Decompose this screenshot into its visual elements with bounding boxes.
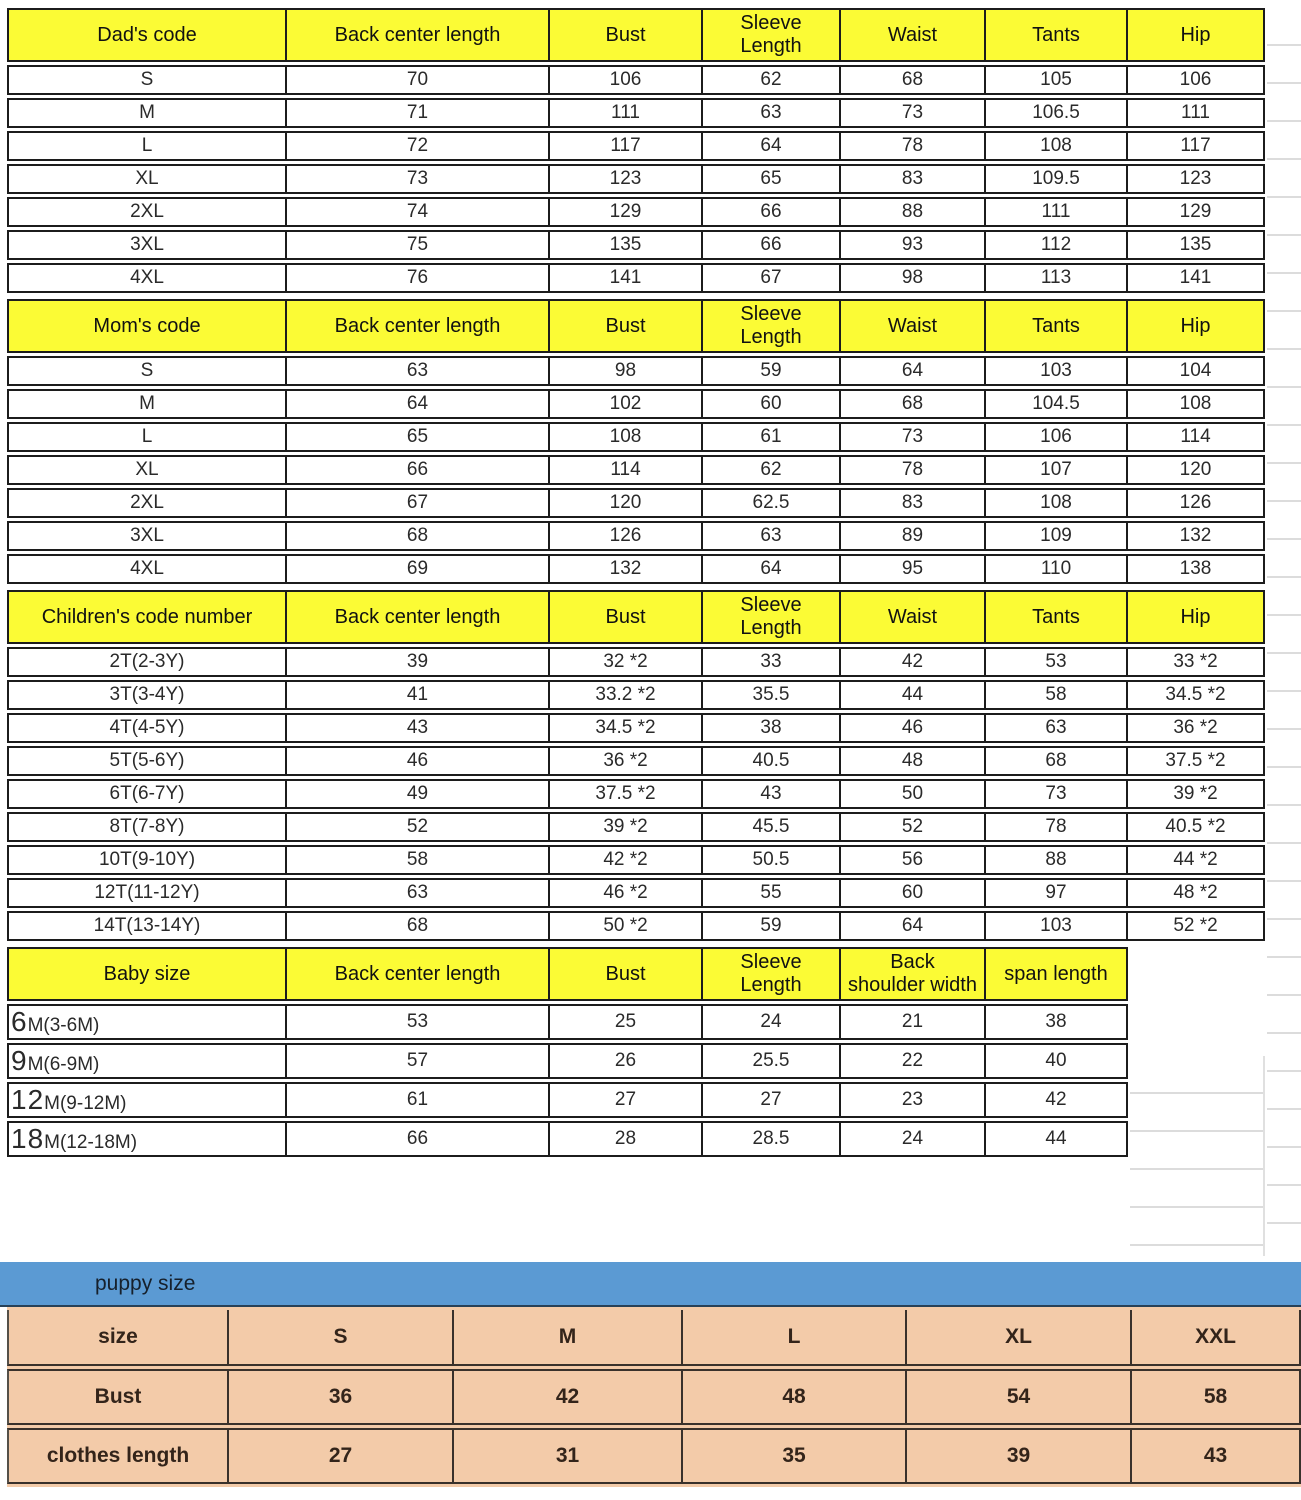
cell: 48 *2 [1128,878,1265,908]
cell: S [229,1310,454,1366]
column-header: Hip [1128,299,1265,353]
cell: 103 [986,356,1128,386]
table-row [7,680,1265,710]
cell: 105 [986,65,1128,95]
baby-size-table [7,944,1128,1160]
cell: 74 [287,197,550,227]
cell: 120 [550,488,703,518]
cell: 61 [287,1082,550,1118]
cell: M [454,1310,683,1366]
cell: 56 [841,845,986,875]
puppy-size-title: puppy size [95,1271,196,1295]
header-row [7,590,1265,644]
cell: 123 [550,164,703,194]
cell: 27 [229,1428,454,1484]
cell: M [7,98,287,128]
cell: 68 [841,65,986,95]
cell: 35.5 [703,680,841,710]
cell: 83 [841,488,986,518]
cell: 132 [550,554,703,584]
cell: 112 [986,230,1128,260]
cell: 66 [703,197,841,227]
cell: 106 [1128,65,1265,95]
cell: 114 [550,455,703,485]
cell: 117 [1128,131,1265,161]
table-row [7,713,1265,743]
cell: 48 [683,1369,907,1425]
table-row [7,1082,1128,1118]
cell: 63 [986,713,1128,743]
column-header: Back shoulder width [841,947,986,1001]
cell: 36 *2 [1128,713,1265,743]
cell: 110 [986,554,1128,584]
table-row [7,521,1265,551]
cell: 46 [841,713,986,743]
cell: 97 [986,878,1128,908]
cell: 106 [986,422,1128,452]
cell: 48 [841,746,986,776]
cell: 25 [550,1004,703,1040]
cell: 3XL [7,521,287,551]
table-row [7,845,1265,875]
cell: 53 [986,647,1128,677]
cell: 22 [841,1043,986,1079]
cell: 59 [703,356,841,386]
cell: 50 [841,779,986,809]
cell: M [7,389,287,419]
cell: 34.5 *2 [550,713,703,743]
cell: 73 [986,779,1128,809]
cell: 57 [287,1043,550,1079]
cell: 42 *2 [550,845,703,875]
cell: 27 [703,1082,841,1118]
cell: 55 [703,878,841,908]
cell: 65 [287,422,550,452]
table-row [7,746,1265,776]
cell: 40.5 *2 [1128,812,1265,842]
cell: XL [907,1310,1132,1366]
cell: 37.5 *2 [1128,746,1265,776]
cell: 58 [287,845,550,875]
cell: 67 [703,263,841,293]
cell: 111 [986,197,1128,227]
cell: L [683,1310,907,1366]
cell: 104.5 [986,389,1128,419]
cell: 23 [841,1082,986,1118]
size-label-big-digit: 12 [11,1084,45,1115]
cell: 43 [287,713,550,743]
cell: 36 [229,1369,454,1425]
cell: 46 [287,746,550,776]
cell: 64 [841,911,986,941]
column-header: Bust [550,590,703,644]
cell: 68 [841,389,986,419]
cell: 14T(13-14Y) [7,911,287,941]
cell: 65 [703,164,841,194]
column-header: Hip [1128,590,1265,644]
cell: XXL [1132,1310,1301,1366]
cell: 31 [454,1428,683,1484]
cell: 2T(2-3Y) [7,647,287,677]
cell: 108 [986,488,1128,518]
table-row [7,779,1265,809]
cell: 50 *2 [550,911,703,941]
cell: 32 *2 [550,647,703,677]
cell: 59 [703,911,841,941]
table-row [7,1310,1301,1366]
puppy-size-table [7,1307,1301,1487]
cell: 39 [287,647,550,677]
table-row [7,389,1265,419]
cell: 33 [703,647,841,677]
column-header: Back center length [287,8,550,62]
cell: 38 [703,713,841,743]
cell: 62.5 [703,488,841,518]
cell: 135 [1128,230,1265,260]
cell: 68 [986,746,1128,776]
cell: 21 [841,1004,986,1040]
cell: 75 [287,230,550,260]
cell: 108 [550,422,703,452]
cell: 4T(4-5Y) [7,713,287,743]
cell: 113 [986,263,1128,293]
puppy-table-container [7,1307,1301,1487]
cell: 63 [287,356,550,386]
table-row [7,164,1265,194]
cell: 108 [1128,389,1265,419]
cell: 43 [703,779,841,809]
cell: XL [7,164,287,194]
cell: 73 [841,98,986,128]
cell: 24 [841,1121,986,1157]
cell: 123 [1128,164,1265,194]
cell: 39 *2 [550,812,703,842]
cell: 72 [287,131,550,161]
cell: 117 [550,131,703,161]
cell: 26 [550,1043,703,1079]
cell: clothes length [7,1428,229,1484]
table-row [7,131,1265,161]
cell: 52 [287,812,550,842]
table-row [7,197,1265,227]
cell: 53 [287,1004,550,1040]
header-row [7,947,1128,1001]
cell: L [7,422,287,452]
cell: 52 [841,812,986,842]
cell: 50.5 [703,845,841,875]
cell: 103 [986,911,1128,941]
cell: 46 *2 [550,878,703,908]
column-header: Mom's code [7,299,287,353]
cell: 44 *2 [1128,845,1265,875]
cell: 2XL [7,197,287,227]
cell: 141 [1128,263,1265,293]
cell: 67 [287,488,550,518]
cell: 73 [841,422,986,452]
cell: 41 [287,680,550,710]
table-row [7,878,1265,908]
cell: 111 [550,98,703,128]
cell: 28.5 [703,1121,841,1157]
cell: Bust [7,1369,229,1425]
table-row [7,263,1265,293]
cell: 64 [703,554,841,584]
table-row [7,230,1265,260]
table-row [7,455,1265,485]
column-header: Bust [550,947,703,1001]
cell: 114 [1128,422,1265,452]
cell: 63 [287,878,550,908]
table-row [7,647,1265,677]
cell: 93 [841,230,986,260]
size-label-big-digit: 18 [11,1123,45,1154]
table-row [7,1121,1128,1157]
cell: 44 [841,680,986,710]
cell: 25.5 [703,1043,841,1079]
cell: 52 *2 [1128,911,1265,941]
table-row [7,554,1265,584]
column-header: Back center length [287,299,550,353]
column-header: Baby size [7,947,287,1001]
cell: 49 [287,779,550,809]
header-row [7,299,1265,353]
table-row [7,356,1265,386]
cell: 37.5 *2 [550,779,703,809]
cell: 98 [841,263,986,293]
cell: 62 [703,455,841,485]
cell: 64 [841,356,986,386]
cell: 64 [703,131,841,161]
cell: size [7,1310,229,1366]
cell: 8T(7-8Y) [7,812,287,842]
cell: 39 *2 [1128,779,1265,809]
cell: 39 [907,1428,1132,1484]
cell: 66 [703,230,841,260]
cell: 54 [907,1369,1132,1425]
cell: 2XL [7,488,287,518]
column-header: Sleeve Length [703,590,841,644]
cell: S [7,65,287,95]
cell: 61 [703,422,841,452]
cell: 40.5 [703,746,841,776]
cell: 12T(11-12Y) [7,878,287,908]
cell: 126 [1128,488,1265,518]
cell: 4XL [7,554,287,584]
column-header: Sleeve Length [703,947,841,1001]
size-label-big-digit: 6 [11,1006,28,1037]
column-header: Tants [986,8,1128,62]
table-row [7,98,1265,128]
column-header: Dad's code [7,8,287,62]
cell: 5T(5-6Y) [7,746,287,776]
cell: 108 [986,131,1128,161]
cell: 102 [550,389,703,419]
cell: 106.5 [986,98,1128,128]
cell: 58 [1132,1369,1301,1425]
column-header: span length [986,947,1128,1001]
cell: XL [7,455,287,485]
cell: 4XL [7,263,287,293]
column-header: Bust [550,8,703,62]
cell: 34.5 *2 [1128,680,1265,710]
cell: 18M(12-18M) [7,1121,287,1157]
cell: 60 [703,389,841,419]
table-row [7,422,1265,452]
cell: 107 [986,455,1128,485]
cell: 78 [841,131,986,161]
cell: 68 [287,521,550,551]
size-tables-container [7,5,1265,1160]
cell: 89 [841,521,986,551]
cell: 109 [986,521,1128,551]
cell: 129 [1128,197,1265,227]
cell: 6T(6-7Y) [7,779,287,809]
cell: 69 [287,554,550,584]
cell: 12M(9-12M) [7,1082,287,1118]
cell: 42 [454,1369,683,1425]
column-header: Tants [986,590,1128,644]
cell: 28 [550,1121,703,1157]
column-header: Tants [986,299,1128,353]
column-header: Back center length [287,590,550,644]
cell: 78 [986,812,1128,842]
cell: 36 *2 [550,746,703,776]
cell: 62 [703,65,841,95]
cell: 98 [550,356,703,386]
cell: 58 [986,680,1128,710]
column-header: Children's code number [7,590,287,644]
cell: 76 [287,263,550,293]
table-row [7,1369,1301,1425]
cell: 138 [1128,554,1265,584]
cell: 27 [550,1082,703,1118]
cell: 43 [1132,1428,1301,1484]
column-header: Sleeve Length [703,8,841,62]
table-row [7,1428,1301,1484]
cell: 111 [1128,98,1265,128]
cell: 78 [841,455,986,485]
cell: 126 [550,521,703,551]
table-row [7,911,1265,941]
cell: 38 [986,1004,1128,1040]
column-header: Waist [841,8,986,62]
cell: 70 [287,65,550,95]
cell: 104 [1128,356,1265,386]
cell: 24 [703,1004,841,1040]
dad-size-table [7,5,1265,296]
cell: 63 [703,98,841,128]
cell: 3XL [7,230,287,260]
cell: 60 [841,878,986,908]
children-size-table [7,587,1265,944]
column-header: Back center length [287,947,550,1001]
mom-size-table [7,296,1265,587]
column-header: Waist [841,590,986,644]
cell: 68 [287,911,550,941]
cell: 135 [550,230,703,260]
cell: 42 [841,647,986,677]
cell: 3T(3-4Y) [7,680,287,710]
table-row [7,488,1265,518]
cell: 40 [986,1043,1128,1079]
cell: 33.2 *2 [550,680,703,710]
cell: 88 [841,197,986,227]
cell: 64 [287,389,550,419]
header-row [7,8,1265,62]
column-header: Bust [550,299,703,353]
cell: 120 [1128,455,1265,485]
cell: 66 [287,1121,550,1157]
table-row [7,65,1265,95]
table-row [7,1004,1128,1040]
size-label-big-digit: 9 [11,1045,28,1076]
column-header: Waist [841,299,986,353]
cell: 132 [1128,521,1265,551]
cell: 33 *2 [1128,647,1265,677]
spreadsheet-gridlines-right [1267,8,1301,1260]
cell: 88 [986,845,1128,875]
cell: 95 [841,554,986,584]
cell: 9M(6-9M) [7,1043,287,1079]
table-row [7,812,1265,842]
cell: 66 [287,455,550,485]
cell: 71 [287,98,550,128]
column-header: Sleeve Length [703,299,841,353]
cell: 63 [703,521,841,551]
cell: S [7,356,287,386]
cell: 10T(9-10Y) [7,845,287,875]
cell: 6M(3-6M) [7,1004,287,1040]
cell: 106 [550,65,703,95]
cell: 109.5 [986,164,1128,194]
cell: 83 [841,164,986,194]
cell: 45.5 [703,812,841,842]
cell: 44 [986,1121,1128,1157]
cell: 42 [986,1082,1128,1118]
cell: 35 [683,1428,907,1484]
column-header: Hip [1128,8,1265,62]
puppy-size-banner [0,1262,1301,1307]
table-row [7,1043,1128,1079]
cell: 141 [550,263,703,293]
cell: 73 [287,164,550,194]
cell: 129 [550,197,703,227]
cell: L [7,131,287,161]
